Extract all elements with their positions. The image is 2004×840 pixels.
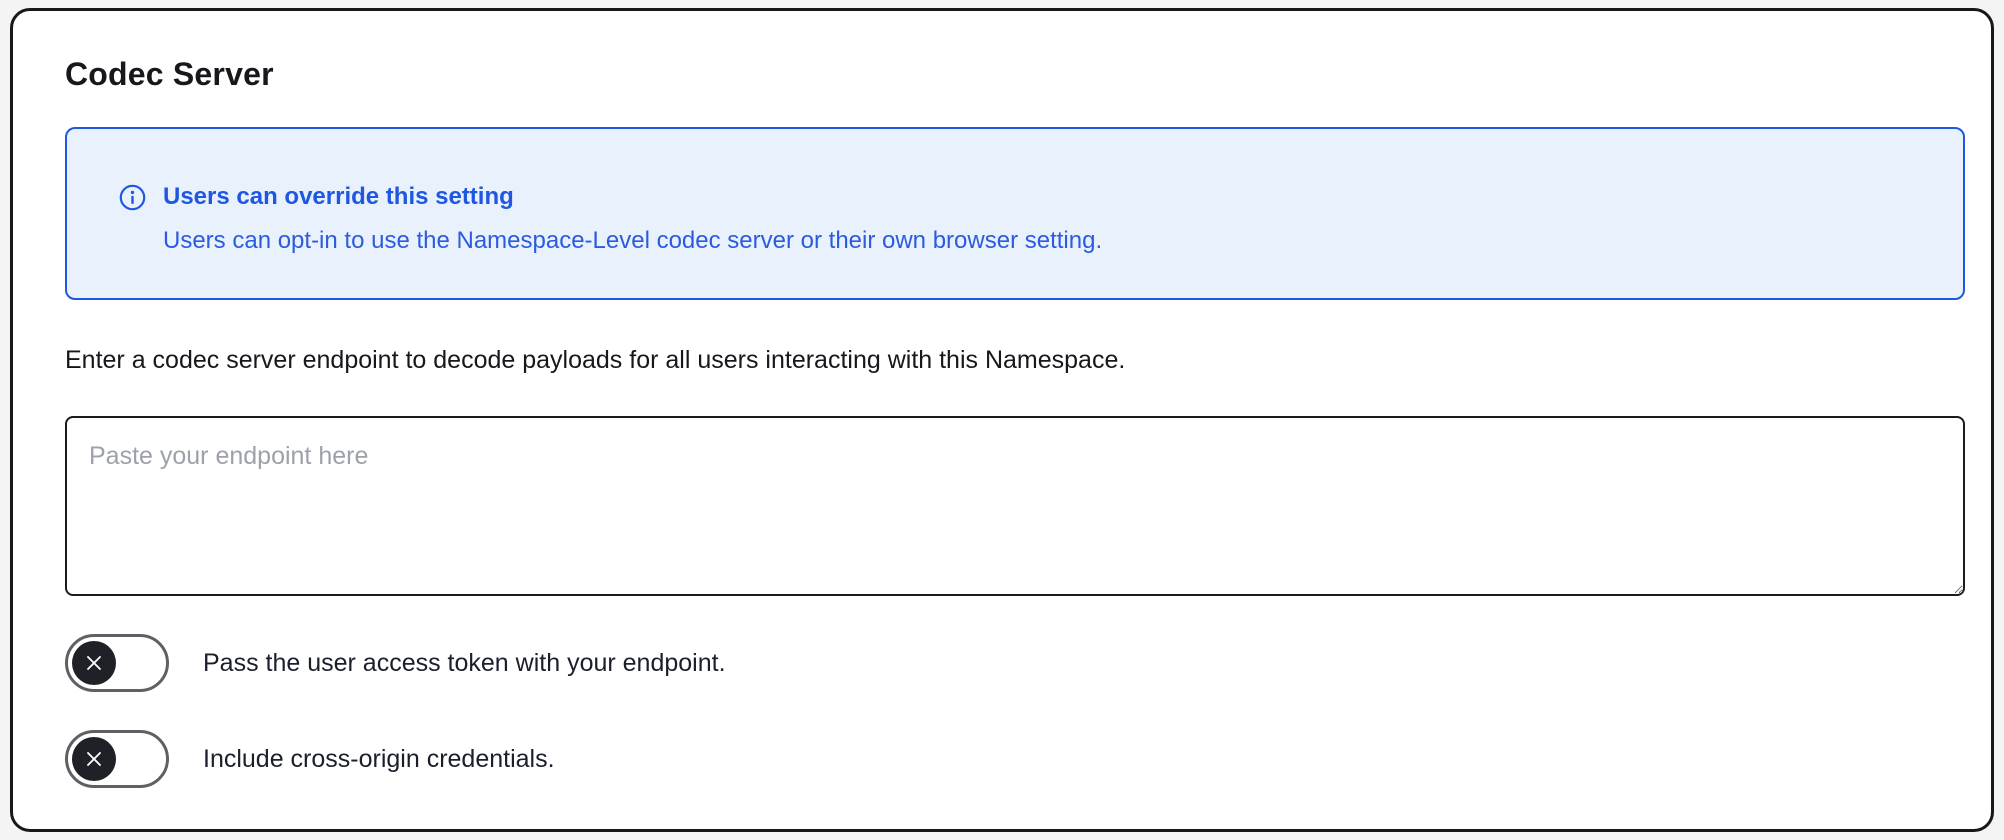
access-token-toggle-label: Pass the user access token with your endpoint. <box>203 649 726 677</box>
toggle-row <box>65 634 1949 692</box>
toggle-knob <box>72 641 116 685</box>
alert-heading: Users can override this setting <box>163 183 514 210</box>
toggle-row <box>65 730 1949 788</box>
endpoint-input[interactable] <box>65 416 1965 596</box>
section-title: Codec Server <box>65 56 274 92</box>
access-token-toggle[interactable] <box>65 634 169 692</box>
endpoint-description: Enter a codec server endpoint to decode payloads for all users interacting with this Namespace. <box>65 346 1126 374</box>
info-icon <box>119 184 146 211</box>
x-icon <box>83 652 105 674</box>
cross-origin-toggle-label: Include cross-origin credentials. <box>203 745 555 773</box>
cross-origin-toggle[interactable] <box>65 730 169 788</box>
x-icon <box>83 748 105 770</box>
alert-body: Users can opt-in to use the Namespace-Level codec server or their own browser setting. <box>163 227 1103 254</box>
info-alert <box>65 127 1965 300</box>
codec-server-card <box>10 8 1994 832</box>
toggle-knob <box>72 737 116 781</box>
alert-heading-row <box>119 182 1933 212</box>
